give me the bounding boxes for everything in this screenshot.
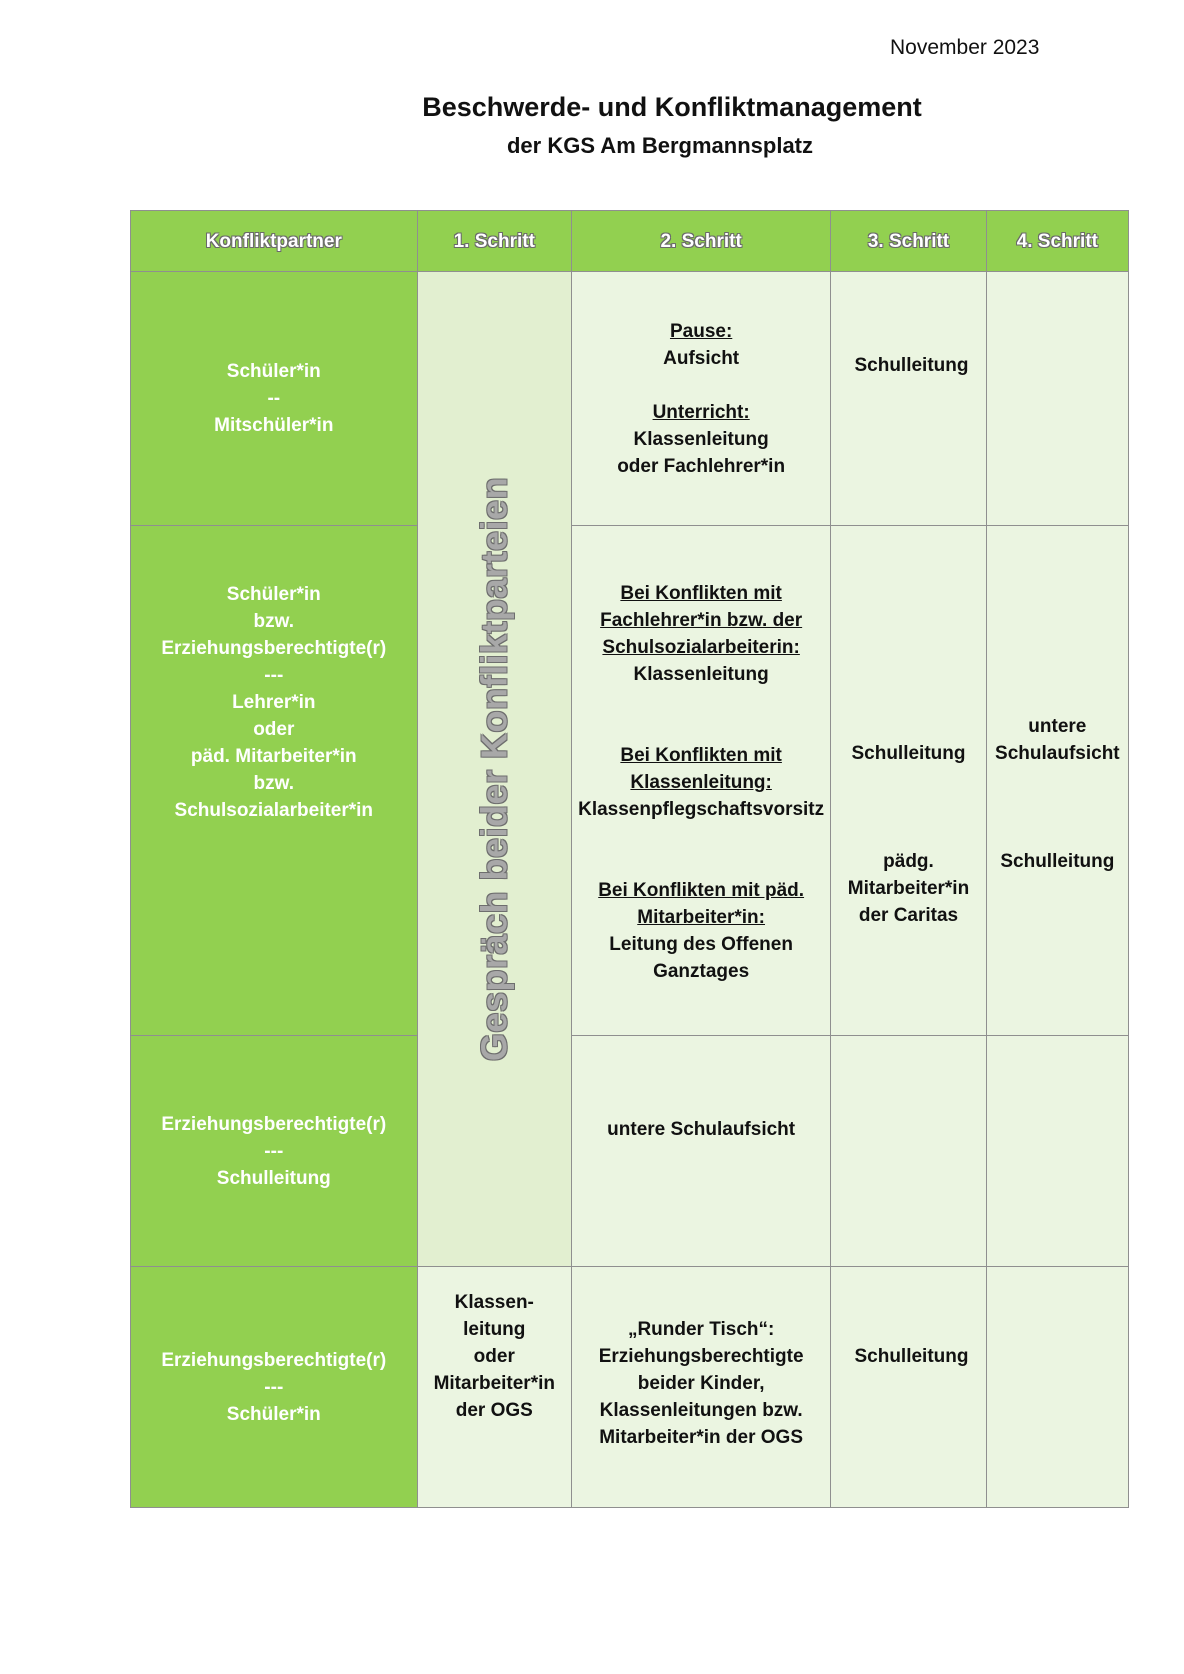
document-date: November 2023 (890, 36, 1040, 59)
cell-value: Aufsicht (663, 347, 740, 369)
partner-line: --- (264, 1140, 284, 1162)
cell-value: Schulleitung (1000, 851, 1115, 872)
cell-label: Bei Konflikten mit (620, 583, 782, 604)
step3-cell (831, 1267, 986, 1508)
cell-value: der OGS (455, 1400, 533, 1421)
partner-line: bzw. (253, 773, 295, 794)
conflict-management-table (130, 210, 1129, 1508)
step4-cell (986, 272, 1128, 526)
cell-value: Klassenleitung (633, 664, 769, 685)
cell-value: pädg. (883, 851, 934, 872)
table-row (131, 526, 1129, 1036)
partner-line: Schüler*in (226, 584, 321, 605)
table-row (131, 1267, 1129, 1508)
table-row (131, 272, 1129, 526)
cell-value: Klassen- (454, 1292, 534, 1313)
cell-value: beider Kinder, (637, 1373, 765, 1394)
partner-line: Mitschüler*in (214, 415, 334, 436)
cell-label: Fachlehrer*in bzw. der (600, 610, 803, 631)
cell-value: Klassenleitungen bzw. (599, 1400, 803, 1421)
step4-cell (986, 1267, 1128, 1508)
partner-line: --- (264, 665, 284, 686)
cell-value: Schulleitung (851, 743, 966, 764)
cell-value: leitung (463, 1319, 526, 1340)
step4-cell (986, 1036, 1128, 1267)
partner-line: Schüler*in (226, 361, 321, 382)
step2-cell (571, 526, 830, 1036)
cell-value: oder (473, 1346, 515, 1367)
cell-value: Mitarbeiter*in der OGS (599, 1427, 804, 1448)
step3-cell (831, 272, 986, 526)
partner-cell (131, 1267, 418, 1508)
cell-label: Unterricht: (652, 401, 750, 423)
partner-line: Lehrer*in (232, 692, 316, 713)
partner-line: päd. Mitarbeiter*in (190, 746, 357, 767)
cell-value: oder Fachlehrer*in (617, 455, 786, 477)
partner-line: Schulleitung (216, 1167, 331, 1189)
partner-line: -- (267, 388, 281, 409)
cell-value: Mitarbeiter*in (433, 1373, 555, 1394)
partner-cell (131, 1036, 418, 1267)
cell-label: Bei Konflikten mit päd. (598, 880, 805, 901)
step2-cell (571, 1036, 830, 1267)
cell-value: Klassenleitung (633, 428, 769, 450)
cell-label: Schulsozialarbeiterin: (602, 637, 800, 658)
cell-value: Schulleitung (854, 355, 969, 376)
step2-cell (571, 1267, 830, 1508)
cell-value: „Runder Tisch“: (627, 1319, 775, 1340)
document-title: Beschwerde- und Konfliktmanagement (422, 92, 922, 122)
column-header: 4. Schritt (986, 211, 1128, 272)
cell-value: Klassenpflegschaftsvorsitz (578, 799, 825, 820)
table-row (131, 1036, 1129, 1267)
partner-line: --- (264, 1376, 284, 1398)
partner-line: Erziehungsberechtigte(r) (161, 1349, 387, 1371)
cell-value: untere Schulaufsicht (607, 1119, 796, 1140)
cell-label: Bei Konflikten mit (620, 745, 782, 766)
cell-label: Klassenleitung: (630, 772, 772, 793)
cell-value: Ganztages (653, 961, 750, 982)
partner-cell (131, 526, 418, 1036)
column-header: 2. Schritt (571, 211, 830, 272)
vertical-label: Gespräch beider Konfliktparteien (473, 476, 515, 1062)
partner-line: bzw. (253, 611, 295, 632)
cell-value: der Caritas (858, 905, 959, 926)
cell-value: Schulleitung (854, 1346, 969, 1367)
step1-cell (417, 1267, 571, 1508)
step3-cell (831, 1036, 986, 1267)
cell-value: untere (1028, 716, 1087, 737)
cell-label: Pause: (669, 320, 733, 342)
column-header: 3. Schritt (831, 211, 986, 272)
partner-line: Erziehungsberechtigte(r) (161, 1113, 387, 1135)
step1-merged-cell (417, 272, 571, 1267)
cell-value: Mitarbeiter*in (847, 878, 970, 899)
step4-cell (986, 526, 1128, 1036)
cell-value: Schulaufsicht (995, 743, 1120, 764)
document-subtitle: der KGS Am Bergmannsplatz (506, 133, 814, 158)
partner-line: Erziehungsberechtigte(r) (161, 638, 387, 659)
column-header: Konfliktpartner (131, 211, 418, 272)
partner-line: Schüler*in (226, 1403, 321, 1425)
table-header-row (131, 211, 1129, 272)
partner-line: Schulsozialarbeiter*in (174, 800, 374, 821)
partner-cell (131, 272, 418, 526)
cell-value: Erziehungsberechtigte (598, 1346, 804, 1367)
step3-cell (831, 526, 986, 1036)
column-header: 1. Schritt (417, 211, 571, 272)
step2-cell (571, 272, 830, 526)
cell-label: Mitarbeiter*in: (637, 907, 765, 928)
partner-line: oder (253, 719, 295, 740)
cell-value: Leitung des Offenen (609, 934, 793, 955)
